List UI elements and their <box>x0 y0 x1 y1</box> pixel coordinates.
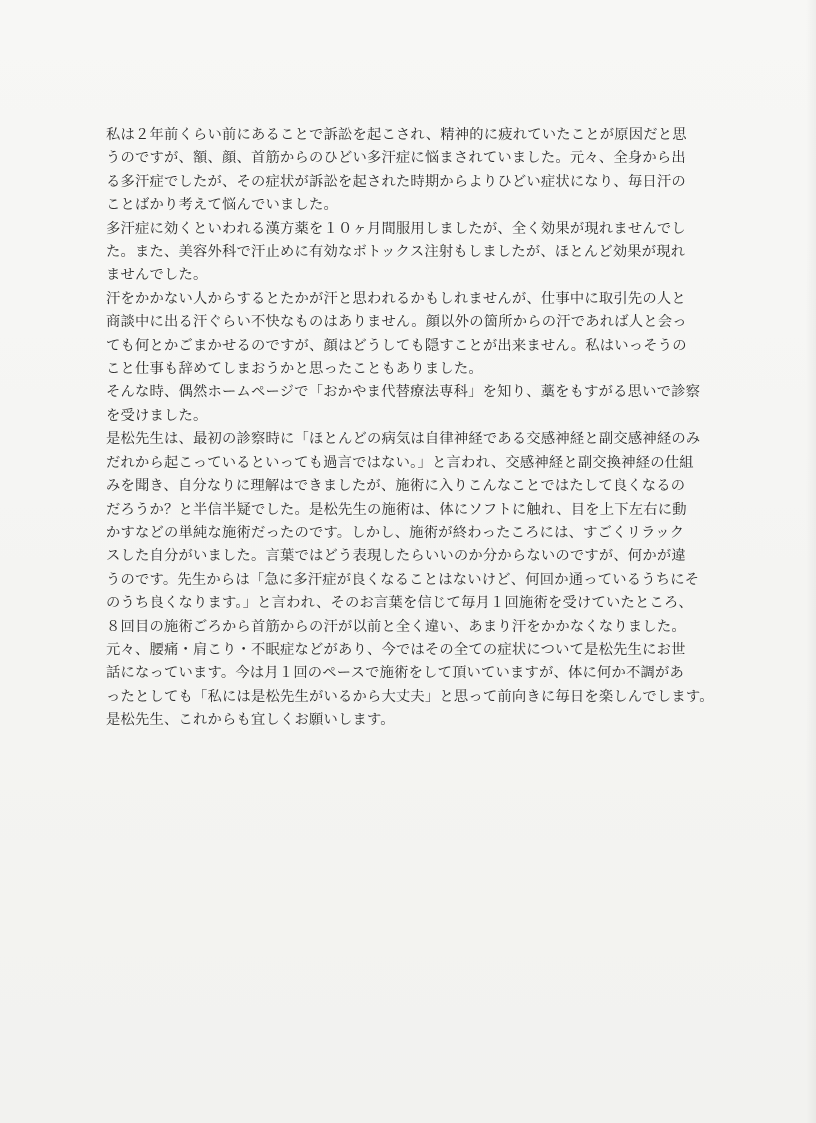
paragraph-1 <box>106 124 716 218</box>
text-line: ても何とかごまかせるのですが、顔はどうしても隠すことが出来ません。私はいっそうの <box>106 337 687 354</box>
text-line: 汗をかかない人からするとたかが汗と思われるかもしれませんが、仕事中に取引先の人と <box>106 290 686 307</box>
text-line: みを聞き、自分なりに理解はできましたが、施術に入りこんなことではたして良くなるの <box>106 478 686 495</box>
text-line: ことばかり考えて悩んでいました。 <box>106 197 338 214</box>
text-line: うのですが、額、顔、首筋からのひどい多汗症に悩まされていました。元々、全身から出 <box>106 150 686 167</box>
text-line: 是松先生、これからも宜しくお願いします。 <box>106 712 395 729</box>
paragraph-2 <box>106 218 716 288</box>
text-line: うのです。先生からは「急に多汗症が良くなることはないけど、何回か通っているうちにそ <box>106 571 700 588</box>
text-line: かすなどの単純な施術だったのです。しかし、施術が終わったころには、すごくリラック <box>106 524 685 541</box>
text-line: そんな時、偶然ホームページで「おかやま代替療法専科」を知り、藁をもすがる思いで診察 <box>106 384 701 401</box>
paragraph-3 <box>106 288 716 382</box>
text-line: 是松先生は、最初の診察時に「ほとんどの病気は自律神経である交感神経と副交感神経のみ <box>106 431 701 448</box>
text-line: を受けました。 <box>106 407 208 424</box>
paragraph-6 <box>106 639 716 709</box>
text-line: 元々、腰痛・肩こり・不眠症などがあり、今ではその全ての症状について是松先生にお世 <box>106 641 686 658</box>
text-line: ８回目の施術ごろから首筋からの汗が以前と全く違い、あまり汗をかかなくなりました。 <box>106 618 686 635</box>
text-line: こと仕事も辞めてしまおうかと思ったこともありました。 <box>106 361 483 378</box>
text-line: ったとしても「私には是松先生がいるから大丈夫」と思って前向きに毎日を楽しんでします。 <box>106 688 714 705</box>
text-line: スした自分がいました。言葉ではどう表現したらいいのか分からないのですが、何かが違 <box>106 548 686 565</box>
paragraph-4 <box>106 381 716 428</box>
text-line: 商談中に出る汗ぐらい不快なものはありません。顔以外の箇所からの汗であれば人と会っ <box>106 314 687 331</box>
page-edge-shadow <box>806 0 816 1123</box>
paragraph-5 <box>106 428 716 639</box>
text-line: 私は２年前くらい前にあることで訴訟を起こされ、精神的に疲れていたことが原因だと思 <box>106 127 687 143</box>
letter-body <box>106 124 716 733</box>
text-line: 話になっています。今は月１回のペースで施術をして頂いていますが、体に何か不調があ <box>106 665 685 682</box>
text-line: 多汗症に効くといわれる漢方薬を１０ヶ月間服用しましたが、全く効果が現れませんでし <box>106 220 686 237</box>
text-line: た。また、美容外科で汗止めに有効なボトックス注射もしましたが、ほとんど効果が現れ <box>106 244 686 261</box>
text-line: だれから起こっているといっても過言ではない。」と言われ、交感神経と副交換神経の仕組 <box>106 454 694 471</box>
text-line: ませんでした。 <box>106 267 208 284</box>
text-line: だろうか？と半信半疑でした。是松先生の施術は、体にソフトに触れ、目を上下左右に動 <box>106 501 687 518</box>
paragraph-7 <box>106 709 716 732</box>
text-line: る多汗症でしたが、その症状が訴訟を起された時期からよりひどい症状になり、毎日汗の <box>106 173 686 190</box>
text-line: のうち良くなります。」と言われ、そのお言葉を信じて毎月１回施術を受けていたところ、 <box>106 595 693 612</box>
